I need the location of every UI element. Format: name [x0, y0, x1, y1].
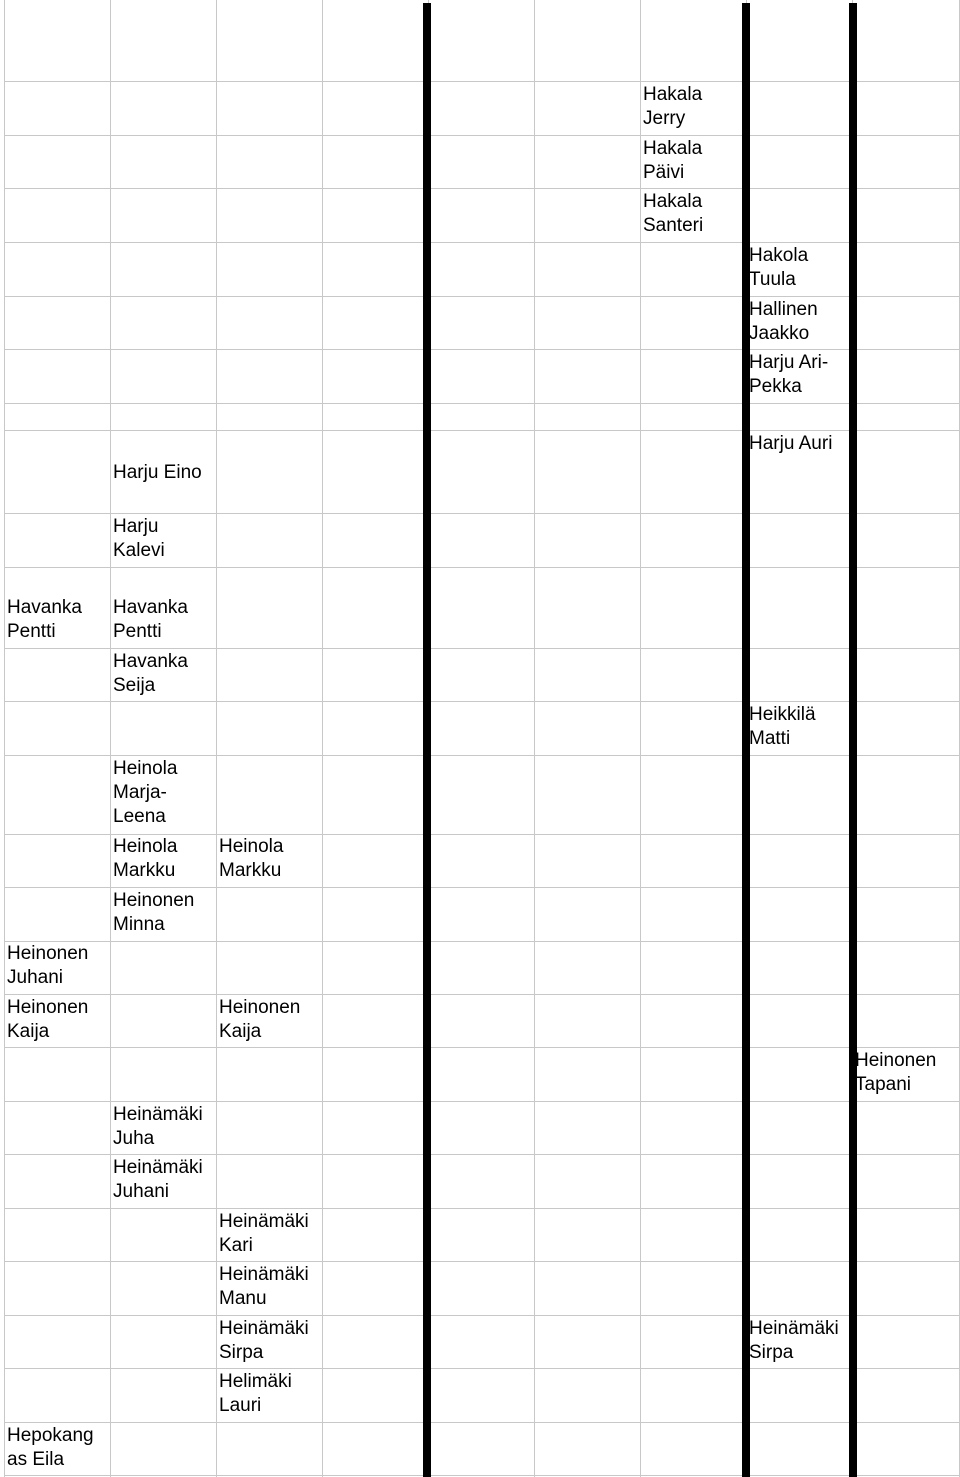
name-cell-r14-c1[interactable]: Heinola Markku	[113, 836, 178, 881]
grid-col-line	[216, 0, 217, 1477]
grid-row-line	[4, 349, 960, 350]
name-cell-r13-c1[interactable]: Heinola Marja- Leena	[113, 758, 178, 827]
name-cell-r4-c7[interactable]: Hakola Tuula	[749, 245, 809, 290]
name-cell-r21-c2[interactable]: Heinämäki Kari	[219, 1211, 309, 1256]
grid-row-line	[4, 1368, 960, 1369]
name-cell-r17-c0[interactable]: Heinonen Kaija	[7, 997, 89, 1042]
name-cell-r3-c6[interactable]: Hakala Santeri	[643, 191, 704, 236]
name-cell-r16-c0[interactable]: Heinonen Juhani	[7, 943, 89, 988]
grid-col-line	[640, 0, 641, 1477]
grid-row-line	[4, 296, 960, 297]
grid-row-line	[4, 513, 960, 514]
name-cell-r11-c1[interactable]: Havanka Seija	[113, 651, 188, 696]
grid-row-line	[4, 1047, 960, 1048]
grid-row-line	[4, 1261, 960, 1262]
grid-row-line	[4, 188, 960, 189]
name-cell-r7-c7[interactable]: Harju Auri	[749, 433, 833, 454]
grid-row-line	[4, 994, 960, 995]
name-cell-r25-c0[interactable]: Hepokang as Eila	[7, 1425, 94, 1470]
name-cell-r17-c2[interactable]: Heinonen Kaija	[219, 997, 301, 1042]
name-cell-r1-c6[interactable]: Hakala Jerry	[643, 84, 703, 129]
grid-row-line	[4, 648, 960, 649]
grid-row-line	[4, 567, 960, 568]
grid-row-line	[4, 701, 960, 702]
name-cell-r5-c7[interactable]: Hallinen Jaakko	[749, 299, 818, 344]
name-cell-r19-c1[interactable]: Heinämäki Juha	[113, 1104, 203, 1149]
grid-row-line	[4, 1422, 960, 1423]
name-cell-r8-c1[interactable]: Harju Eino	[113, 462, 202, 483]
name-cell-r10-c1[interactable]: Havanka Pentti	[113, 597, 188, 642]
grid-row-line	[4, 135, 960, 136]
name-cell-r12-c7[interactable]: Heikkilä Matti	[749, 704, 816, 749]
grid-col-line	[4, 0, 5, 1477]
name-cell-r10-c0[interactable]: Havanka Pentti	[7, 597, 82, 642]
grid-row-line	[4, 1101, 960, 1102]
name-cell-r15-c1[interactable]: Heinonen Minna	[113, 890, 195, 935]
name-cell-r24-c2[interactable]: Helimäki Lauri	[219, 1371, 292, 1416]
name-cell-r9-c1[interactable]: Harju Kalevi	[113, 516, 165, 561]
name-cell-r6-c7[interactable]: Harju Ari- Pekka	[749, 352, 829, 397]
grid-col-line	[534, 0, 535, 1477]
name-cell-r23-c2[interactable]: Heinämäki Sirpa	[219, 1318, 309, 1363]
name-cell-r18-c8[interactable]: Heinonen Tapani	[855, 1050, 937, 1095]
name-cell-r2-c6[interactable]: Hakala Päivi	[643, 138, 703, 183]
grid-row-line	[4, 887, 960, 888]
grid-row-line	[4, 403, 960, 404]
grid-col-line	[322, 0, 323, 1477]
grid-row-line	[4, 242, 960, 243]
grid-row-line	[4, 1475, 960, 1476]
name-cell-r22-c2[interactable]: Heinämäki Manu	[219, 1264, 309, 1309]
name-cell-r23-c7[interactable]: Heinämäki Sirpa	[749, 1318, 839, 1363]
grid-row-line	[4, 81, 960, 82]
grid-row-line	[4, 1208, 960, 1209]
grid-row-line	[4, 1315, 960, 1316]
name-cell-r14-c2[interactable]: Heinola Markku	[219, 836, 284, 881]
grid-row-line	[4, 755, 960, 756]
grid-row-line	[4, 1154, 960, 1155]
grid-col-line	[110, 0, 111, 1477]
grid-row-line	[4, 941, 960, 942]
column-divider	[423, 3, 431, 1477]
name-cell-r20-c1[interactable]: Heinämäki Juhani	[113, 1157, 203, 1202]
grid-row-line	[4, 430, 960, 431]
